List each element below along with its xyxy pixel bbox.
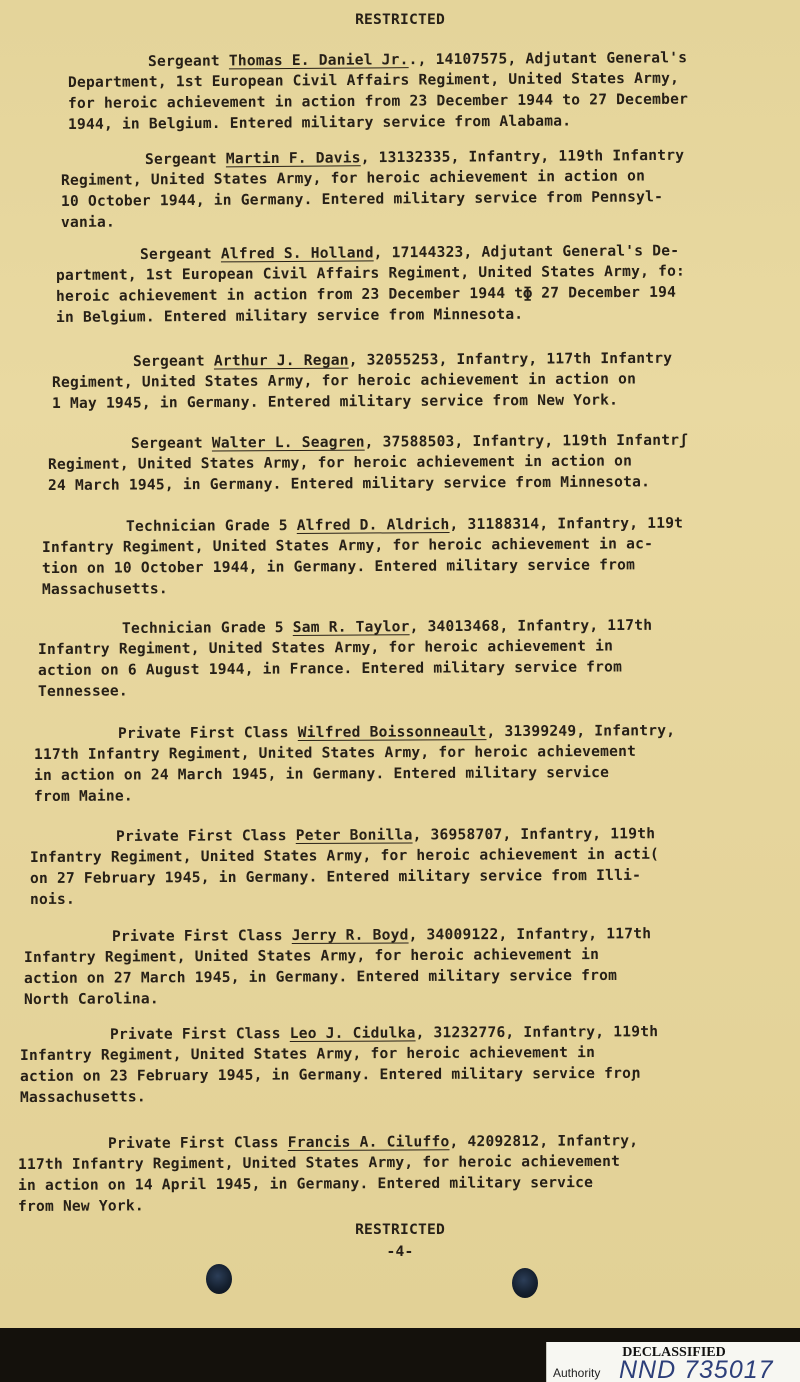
citation-text: vania. [60, 213, 115, 231]
citation-text: 1 May 1945, in Germany. Entered military service from New York. [51, 391, 619, 412]
citation-text: in action on 24 March 1945, in Germany. Entered military service [33, 763, 610, 784]
soldier-name: Arthur J. Regan [213, 351, 349, 370]
citation-line [20, 1064, 640, 1087]
citation-first-line [116, 824, 655, 847]
citation-text: partment, 1st European Civil Affairs Regiment, United States Army, fo: [55, 262, 686, 284]
citation-text: Infantry Regiment, United States Army, for heroic achievement in [19, 1043, 596, 1064]
citation-line [24, 945, 599, 968]
citation-text: in action on 14 April 1945, in Germany. Entered military service [17, 1173, 594, 1194]
citation-text: on 27 February 1945, in Germany. Entered military service from Illi- [29, 866, 642, 887]
citation-first-line [110, 1022, 658, 1045]
rank: Private First Class [107, 1134, 288, 1152]
citation-line [30, 866, 641, 889]
citation-text: tion on 10 October 1944, in Germany. Entered military service from [41, 556, 636, 577]
citation-line [34, 786, 133, 807]
citation-line [68, 69, 679, 93]
citation-line [18, 1196, 144, 1217]
citation-text: 24 March 1945, in Germany. Entered military service from Minnesota. [47, 473, 651, 494]
rank: Sergeant [144, 150, 226, 168]
citation-line [38, 636, 613, 660]
footer-classification: RESTRICTED [355, 1221, 445, 1238]
citation-line [30, 890, 75, 910]
citation-text: , 17144323, Adjutant General's De- [373, 242, 680, 262]
citation-text: 117th Infantry Regiment, United States Army, for heroic achievement [17, 1152, 621, 1173]
stamp-authority-label: Authority [553, 1366, 601, 1380]
rank: Private First Class [111, 927, 292, 945]
citation-line [61, 213, 115, 233]
rank: Technician Grade 5 [125, 516, 297, 535]
citation-line [68, 90, 688, 114]
citation-first-line [108, 1131, 638, 1154]
rank: Private First Class [115, 827, 296, 845]
citation-text: Massachusetts. [19, 1088, 146, 1106]
rank: Technician Grade 5 [121, 618, 293, 637]
citation-text: heroic achievement in action from 23 December 1944 tɸ 27 December 194 [55, 283, 677, 305]
page-number: -4- [386, 1243, 414, 1260]
citation-line [24, 989, 159, 1010]
citation-text: action on 27 March 1945, in Germany. Entered military service from [23, 966, 618, 987]
citation-first-line [126, 514, 683, 537]
declassified-stamp [546, 1342, 800, 1382]
citation-text: North Carolina. [23, 990, 159, 1008]
citation-line [68, 111, 571, 135]
citation-first-line [122, 616, 652, 639]
punch-hole-right [512, 1268, 538, 1298]
rank: Sergeant [132, 352, 214, 370]
citation-line [18, 1152, 620, 1175]
citation-line [56, 305, 523, 328]
citation-line [34, 763, 609, 786]
citation-text: Regiment, United States Army, for heroic achievement in action on [51, 370, 637, 391]
citation-line [52, 369, 636, 393]
soldier-name: Wilfred Boissonneault [297, 723, 487, 742]
soldier-name: Alfred D. Aldrich [296, 516, 450, 534]
citation-text: in Belgium. Entered military service from Minnesota. [55, 305, 524, 326]
citation-line [61, 187, 663, 212]
citation-text: 1944, in Belgium. Entered military service from Alabama. [67, 112, 572, 133]
citation-text: , 31188314, Infantry, 119t [449, 514, 684, 534]
soldier-name: Peter Bonilla [295, 826, 413, 845]
citation-text: nois. [29, 890, 75, 908]
citation-text: , 34013468, Infantry, 117th [409, 616, 653, 636]
citation-text: Tennessee. [37, 682, 128, 700]
citation-line [20, 1043, 595, 1066]
citation-text: Massachusetts. [41, 580, 168, 598]
stamp-authority-number: NND 735017 [619, 1356, 774, 1382]
citation-line [18, 1173, 593, 1196]
header-classification: RESTRICTED [355, 11, 445, 28]
citation-line [38, 657, 622, 681]
citation-text: ., 14107575, Adjutant General's [408, 49, 688, 69]
citation-line [42, 555, 635, 579]
citation-text: Infantry Regiment, United States Army, for heroic achievement in acti( [29, 845, 660, 866]
citation-text: Regiment, United States Army, for heroic achievement in action on [47, 452, 633, 473]
citation-text: 117th Infantry Regiment, United States Army, for heroic achievement [33, 742, 637, 763]
rank: Private First Class [117, 724, 298, 742]
citation-text: , 31232776, Infantry, 119th [415, 1023, 659, 1042]
soldier-name: Sam R. Taylor [292, 618, 410, 636]
citation-line [52, 391, 618, 414]
rank: Sergeant [130, 434, 212, 452]
citation-first-line [131, 431, 688, 454]
citation-line [48, 472, 650, 496]
citation-line [48, 451, 632, 475]
citation-line [24, 966, 617, 989]
citation-text: from Maine. [33, 787, 133, 805]
citation-line [56, 283, 676, 307]
citation-first-line [118, 721, 675, 744]
citation-first-line [133, 349, 672, 372]
rank: Private First Class [109, 1025, 290, 1043]
citation-line [20, 1087, 146, 1108]
citation-text: for heroic achievement in action from 23 December 1944 to 27 December [67, 90, 689, 112]
citation-text: Infantry Regiment, United States Army, for heroic achievement in ac- [41, 535, 654, 556]
citation-line [30, 845, 659, 868]
citation-text: , 42092812, Infantry, [449, 1132, 639, 1151]
stamp-title: DECLASSIFIED [622, 1345, 726, 1360]
soldier-name: Walter L. Seagren [211, 433, 365, 452]
soldier-name: Jerry R. Boyd [291, 926, 409, 945]
soldier-name: Francis A. Ciluffo [287, 1133, 450, 1152]
citation-text: from New York. [17, 1197, 144, 1215]
soldier-name: Thomas E. Daniel Jr. [228, 51, 409, 70]
citation-text: , 37588503, Infantry, 119th Infantrʃ [364, 431, 689, 451]
citation-text: , 13132335, Infantry, 119th Infantry [360, 146, 685, 167]
citation-text: Infantry Regiment, United States Army, for heroic achievement in [37, 637, 614, 658]
soldier-name: Martin F. Davis [225, 149, 361, 168]
citation-text: , 32055253, Infantry, 117th Infantry [348, 349, 673, 369]
citation-text: Department, 1st European Civil Affairs Regiment, United States Army, [67, 69, 680, 91]
citation-line [42, 579, 168, 600]
citation-text: action on 23 February 1945, in Germany. Entered military service froɲ [19, 1064, 641, 1085]
rank: Sergeant [139, 245, 221, 263]
citation-text: Regiment, United States Army, for heroic achievement in action on [60, 167, 646, 189]
soldier-name: Alfred S. Holland [220, 244, 374, 263]
citation-text: , 31399249, Infantry, [486, 722, 676, 741]
citation-text: Infantry Regiment, United States Army, for heroic achievement in [23, 945, 600, 966]
rank: Sergeant [147, 52, 229, 70]
citation-first-line [112, 924, 651, 947]
citation-text: , 36958707, Infantry, 119th [412, 825, 656, 844]
citation-line [38, 681, 128, 702]
punch-hole-left [206, 1264, 232, 1294]
soldier-name: Leo J. Cidulka [289, 1024, 416, 1043]
citation-text: 10 October 1944, in Germany. Entered military service from Pennsyl- [60, 188, 664, 210]
citation-line [42, 534, 653, 558]
citation-text: action on 6 August 1944, in France. Entered military service from [37, 658, 623, 679]
citation-text: , 34009122, Infantry, 117th [408, 925, 652, 944]
citation-line [34, 742, 636, 765]
